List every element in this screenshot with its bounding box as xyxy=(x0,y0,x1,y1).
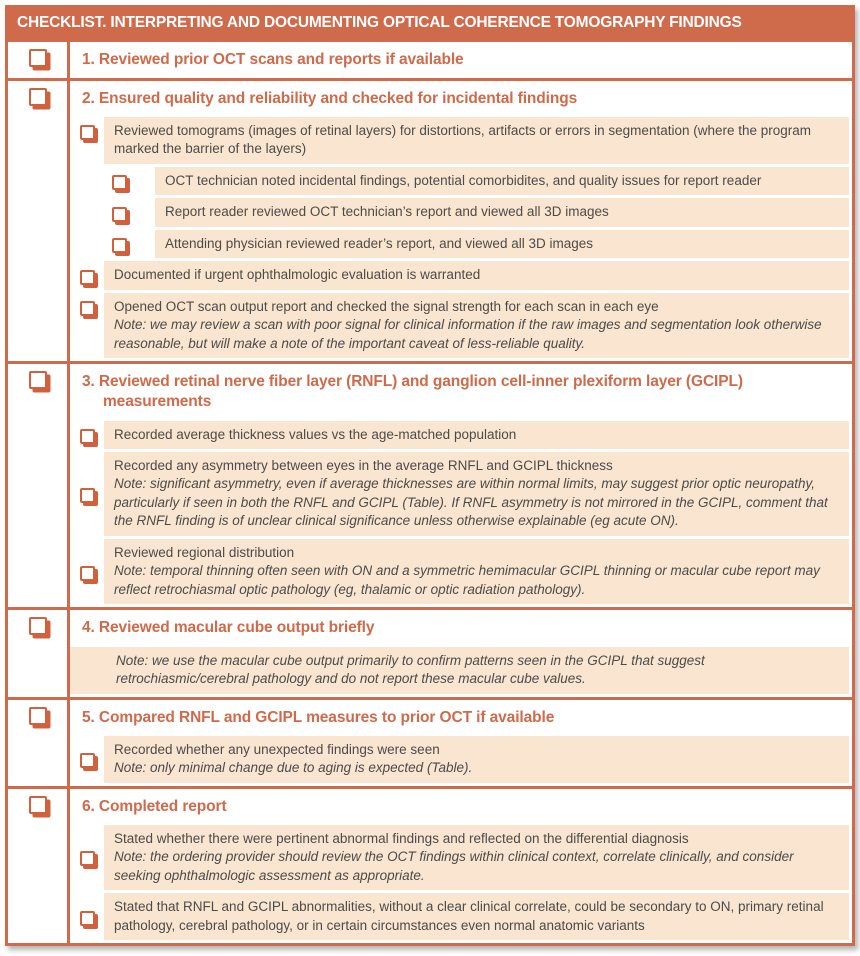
section-checkbox-cell xyxy=(8,789,70,825)
item-note: Note: significant asymmetry, even if average thicknesses are within normal limits, may suggest prior optic neuropathy, particularly if seen in both the RNFL and GCIPL (Table). If RNFL asymmetry is not mirrored in the GCIPL, comment that the RNFL finding is of unclear clinical significance unless otherwise explainable (eg acute ON). xyxy=(114,476,828,529)
section-header-row xyxy=(8,789,852,825)
item-note: Note: only minimal change due to aging is expected (Table). xyxy=(114,760,473,776)
section-title: 5. Compared RNFL and GCIPL measures to prior OCT if available xyxy=(82,708,555,726)
sub-checkbox-cell xyxy=(70,825,104,893)
section-2 xyxy=(8,78,852,362)
checklist-row xyxy=(8,261,852,292)
checkbox-icon[interactable] xyxy=(80,488,95,503)
checklist-row xyxy=(8,452,852,539)
checkbox-icon[interactable] xyxy=(80,429,95,444)
item-note: Note: temporal thinning often seen with ON and a symmetric hemimacular GCIPL thinning or macular cube report may reflect retrochiasmal optic pathology (eg, thalamic or optic radiation pathology). xyxy=(114,563,820,597)
sub-checkbox-cell xyxy=(70,117,104,167)
checkbox-icon[interactable] xyxy=(80,566,95,581)
item-text: Stated whether there were pertinent abnormal findings and reflected on the differential diagnosis xyxy=(114,830,689,846)
checkbox-icon[interactable] xyxy=(29,796,47,814)
item-text: Recorded any asymmetry between eyes in the average RNFL and GCIPL thickness xyxy=(114,458,613,473)
section-title: 1. Reviewed prior OCT scans and reports if available xyxy=(82,50,464,68)
section-checkbox-cell xyxy=(8,610,70,646)
checkbox-icon[interactable] xyxy=(80,851,95,866)
item-text: Attending physician reviewed reader’s report, and viewed all 3D images xyxy=(165,235,593,251)
checklist-row xyxy=(8,167,852,198)
item-text: Recorded whether any unexpected findings were seen xyxy=(114,741,440,757)
checkbox-icon[interactable] xyxy=(80,125,95,140)
item-text: Recorded average thickness values vs the age-matched population xyxy=(114,426,517,442)
checkbox-icon[interactable] xyxy=(29,49,47,67)
item-note: Note: we may review a scan with poor signal for clinical information if the raw images and segmentation look otherwise reasonable, but will make a note of the important caveat of less-reliable quality. xyxy=(114,317,822,351)
section-1 xyxy=(8,39,852,78)
sub-checkbox-cell xyxy=(70,421,104,452)
checklist-table xyxy=(5,5,855,946)
item-text: Opened OCT scan output report and checked the signal strength for each scan in each eye xyxy=(114,298,659,314)
checkbox-icon[interactable] xyxy=(112,207,127,222)
item-text: Documented if urgent ophthalmologic evaluation is warranted xyxy=(114,267,481,283)
section-title: 2. Ensured quality and reliability and checked for incidental findings xyxy=(82,89,578,107)
checkbox-icon[interactable] xyxy=(80,911,95,926)
checkbox-icon[interactable] xyxy=(29,707,47,725)
section-header-row xyxy=(8,700,852,736)
section-5 xyxy=(8,697,852,786)
checkbox-icon[interactable] xyxy=(29,88,47,106)
checklist-title: CHECKLIST. INTERPRETING AND DOCUMENTING OPTICAL COHERENCE TOMOGRAPHY FINDINGS xyxy=(8,8,852,39)
sub-checkbox-cell xyxy=(70,198,155,229)
checkbox-icon[interactable] xyxy=(112,175,127,190)
checklist-row xyxy=(8,230,852,261)
checklist-row xyxy=(8,647,852,697)
item-text: Reviewed regional distribution xyxy=(114,544,295,560)
checkbox-icon[interactable] xyxy=(80,301,95,316)
item-text: OCT technician noted incidental findings, potential comorbidites, and quality issues for report reader xyxy=(165,172,762,188)
checklist-row xyxy=(8,736,852,786)
sub-checkbox-cell xyxy=(70,539,104,607)
section-6 xyxy=(8,786,852,944)
checkbox-icon[interactable] xyxy=(29,617,47,635)
item-text: Reviewed tomograms (images of retinal layers) for distortions, artifacts or errors in segmentation (where the program marked the barrier of the layers) xyxy=(114,122,812,157)
section-header-row xyxy=(8,364,852,420)
sub-checkbox-cell xyxy=(70,167,155,198)
checklist-row xyxy=(8,293,852,361)
sub-checkbox-cell xyxy=(70,261,104,292)
sub-checkbox-cell xyxy=(70,230,155,261)
checklist-row xyxy=(8,539,852,607)
section-title: 3. Reviewed retinal nerve fiber layer (RNFL) and ganglion cell-inner plexiform layer (GCIPL) measurements xyxy=(82,373,743,411)
item-text: Report reader reviewed OCT technician’s report and viewed all 3D images xyxy=(165,204,609,220)
checklist-row xyxy=(8,893,852,943)
section-3 xyxy=(8,361,852,607)
item-note: Note: the ordering provider should review the OCT findings within clinical context, correlate clinically, and consider seeking ophthalmologic assessment as appropriate. xyxy=(114,849,794,883)
section-header-row xyxy=(8,610,852,646)
checklist-row xyxy=(8,825,852,893)
checklist-row xyxy=(8,198,852,229)
section-checkbox-cell xyxy=(8,700,70,736)
sub-checkbox-cell xyxy=(70,293,104,361)
sub-checkbox-cell xyxy=(70,736,104,786)
checklist-row xyxy=(8,421,852,452)
section-4 xyxy=(8,607,852,696)
checkbox-icon[interactable] xyxy=(29,371,47,389)
checklist-row xyxy=(8,117,852,167)
section-checkbox-cell xyxy=(8,42,70,78)
section-header-row xyxy=(8,42,852,78)
checkbox-icon[interactable] xyxy=(112,238,127,253)
section-header-row xyxy=(8,81,852,117)
sub-checkbox-cell xyxy=(70,452,104,539)
section-title: 6. Completed report xyxy=(82,797,227,815)
item-text: Stated that RNFL and GCIPL abnormalities, without a clear clinical correlate, could be secondary to ON, primary retinal pathology, cerebral pathology, or in certain circumstances even normal anatomic variants xyxy=(114,899,824,933)
sub-checkbox-cell xyxy=(70,893,104,943)
checkbox-icon[interactable] xyxy=(80,270,95,285)
section-title: 4. Reviewed macular cube output briefly xyxy=(82,619,375,637)
section-checkbox-cell xyxy=(8,81,70,117)
item-note: Note: we use the macular cube output primarily to confirm patterns seen in the GCIPL that suggest retrochiasmic/cerebral pathology and do not report these macular cube values. xyxy=(116,652,705,687)
section-checkbox-cell xyxy=(8,364,70,420)
checkbox-icon[interactable] xyxy=(80,753,95,768)
